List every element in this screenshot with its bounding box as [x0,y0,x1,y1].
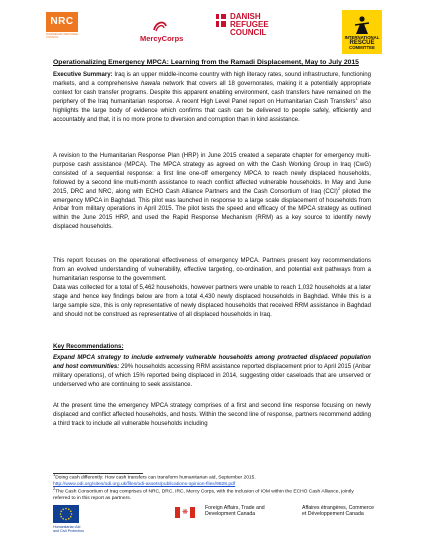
page-title: Operationalizing Emergency MPCA: Learning from the Ramadi Displacement, May to July 2015 [53,59,359,66]
p2-text-2: piloted the emergency MPCA in Baghdad. This pilot was launched in response to a large scale displacement of households from Anbar from military operations in April 2015. The pilot tests the speed and efficacy of the MPCA strategy as outlined within the June 2015 HRP, and used the Rapid Response Mechanism (RRM) as a key source to identify newly displaced households. [53,188,371,231]
exec-italic-term: hawala [140,80,161,87]
drc-line1: DANISH [230,12,261,21]
gov-fr-line1: Affaires étrangères, Commerce [302,505,374,511]
mercy-corps-swirl-icon [152,18,168,34]
partner-logos [46,10,384,56]
exec-text-1: Iraq is an upper middle-income country with high literacy rates, sound infrastructure, functioning markets, and a comprehensive [53,72,371,87]
executive-summary-paragraph [53,71,371,124]
p2-text-1: A revision to the Humanitarian Response Plan (HRP) in June 2015 created a separate chapter for emergency multi-purpose cash assistance (MPCA). The MPCA strategy as agreed on with the Cash Working Group in Iraq (CwG) consisted of a sequential response: a first line one-off emergency MPCA to reach newly displaced households, followed by a second line multi-month assistance to reach conflict affected vulnerable households. In May and June 2015, DRC and NRC, along with ECHO Cash Alliance Partners and the Cash Consortium of Iraq (CCI) [53,153,371,195]
recommendation-1-text: 29% households accessing RRM assistance reported displacement prior to April 2015 (Anbar military operations), of which 15% reported being displaced in 2014, suggesting older caseloads that are unserved or underserved who are continuing to seek assistance. [53,363,371,388]
irc-line3: COMMITTEE [349,45,375,51]
drc-line2: REFUGEE [230,20,269,30]
data-collection-paragraph: Data was collected for a total of 5,462 households, however partners were unable to reach 1,032 households at a later stage and hence key findings below are from a total 4,430 newly displaced households in Baghdad. While this is a large sample size, this is only representative of newly displaced households that received RRM assistance in Baghdad and should not be construed as representative of all displaced households in Iraq. [53,285,371,318]
mercy-corps-logo [124,18,204,48]
footnote-1 [53,472,371,489]
footnote-1-link[interactable]: http://www.odi.org/sites/odi.org.uk/files/odi-assets/publications-opinion-files/9828.pdf [53,482,236,488]
irc-line1: INTERNATIONAL [344,34,380,40]
eu-text-line2: and Civil Protection [53,529,84,534]
gov-en-line2: Development Canada [205,511,256,518]
irc-figure-icon [351,14,373,36]
report-focus-paragraph: This report focuses on the operational effectiveness of emergency MPCA. Partners present key recommendations from an evolved understanding of vulnerability, effective targeting, co-ordination, and potential exit pathways from a humanitarian response to the government. [53,258,371,282]
nrc-logo [46,12,88,40]
footnote-ref-2[interactable]: 2 [337,185,341,191]
footnote-2 [53,486,371,503]
hrp-revision-paragraph [53,152,371,232]
gov-en-line1: Foreign Affairs, Trade and [205,505,265,511]
key-recommendations-heading: Key Recommendations: [53,343,124,350]
mpca-strategy-paragraph: At the present time the emergency MPCA strategy comprises of a first and second line response focusing on newly displaced and conflict affected households, and hosts. Within the second line of response, partners recommend adding a third track to include all vulnerable households including [53,403,371,427]
eu-flag-logo [53,505,79,523]
eu-humanitarian-aid-text [53,525,93,533]
footnote-1-number: 1 [53,472,56,477]
executive-summary-label: Executive Summary: [53,72,113,78]
canada-flag-icon: ❋ [175,507,195,518]
footnote-1-text: Doing cash differently: How cash transfers can transform humanitarian aid, September 2015. [55,475,256,481]
drc-logo-text [230,13,269,38]
canada-dept-english [205,505,295,518]
canada-dept-french [302,505,392,518]
irc-line2: RESCUE [349,40,375,47]
recommendation-1-title: Expand MPCA strategy to include extremely vulnerable households among protracted displaced population and host communities: [53,355,371,370]
mercy-corps-name: MercyCorps [140,34,184,43]
footnote-ref-1[interactable]: 1 [355,95,358,101]
gov-fr-line2: et Développement Canada [302,511,364,518]
recommendation-1-paragraph [53,354,371,390]
exec-text-3: also highlights the large body of evidence which confirms that cash can be delivered to people safely, efficiently and accountably and that, it is no more prone to diversion and corruption than in kind assistance. [53,98,371,123]
nrc-logo-abbr: NRC [46,12,78,32]
eu-stars-icon [53,505,79,523]
irc-logo-text [342,36,382,51]
footnote-2-number: 2 [53,486,56,491]
irc-logo [342,10,382,54]
eu-text-line1: Humanitarian Aid [53,525,81,529]
nrc-logo-subtitle: NORWEGIAN REFUGEE COUNCIL [46,32,78,40]
footnote-divider [53,473,143,474]
drc-line3: COUNCIL [230,28,267,38]
exec-text-2: network that covers all 18 governorates, making it a potentially appropriate context for cash transfer programs. Despite this apparent enabling environment, cash transfers have remained on the periphery of the Iraq humanitarian response. A recent High Level Panel report on Humanitarian Cash Transfers [53,80,371,105]
drc-flag-icon [216,14,226,27]
drc-logo [216,14,296,52]
footnote-2-text: The Cash Consortium of Iraq comprises of NRC, DRC, IRC, Mercy Corps, with the inclusion of IOM within the ECHO Cash Alliance, jointly referred to in this report as partners. [53,489,354,502]
